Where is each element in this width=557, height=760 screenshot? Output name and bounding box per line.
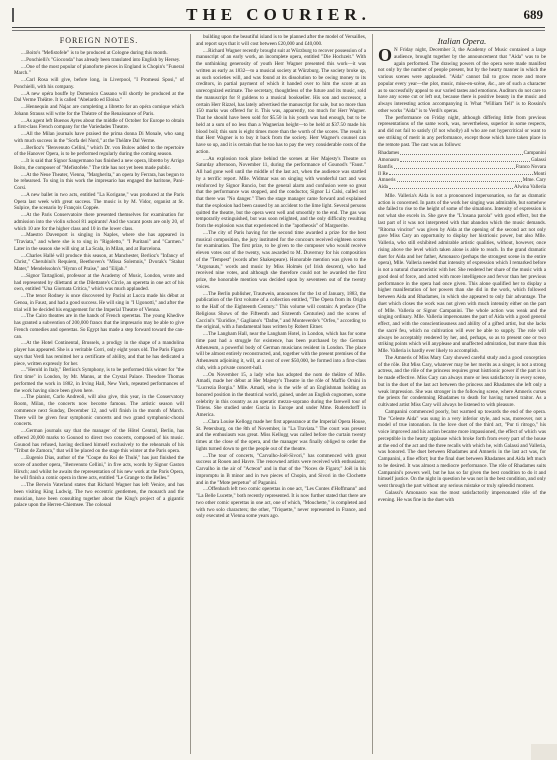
news-item: ....The tour of concerts, "Carvalho-Joël-Sivori," has commenced with great success at Rouen and Havre. The renowned artists were received with enthusiasm; Carvalho in the air of "Acteon" and in that of the "Noces de Figaro;" Joël in his impromptu in B minor and in two pieces of Chopin, and Sivori in the Clochette and in the "Mote perpetuo" of Paganini.: [196, 452, 366, 486]
cast-row: [378, 184, 546, 191]
cast-singer: Alwina Valleria: [513, 184, 546, 190]
review-paragraph: Mlle. Valleria's Aida is not a pronounced impersonation, so far as dramatic action is concerned. In parts of the work her singing was admirable, but somehow she failed to rise to the height of some of the situations. Intensity of expression is not what she excels in. She gave the "L'insana parola" with good effect, but the last part of it was not interpreted with that abandon which the music demands. "Ritorna vincitor" was given by Aida at the opening of the second act not only gave Miss Cary an opportunity to display her histrionic power, but also Mlle. Valleria, who still exhibited admirable artistic qualities, without, however, once rising above the level which taken alone is able to reach. In the grand dramatic duet for Aida and her father, Amonasro (perhaps the strongest scene in the entire opera), Mlle. Valleria needed that intensity of expression which I remarked before is not a natural characteristic with her. She rendered her share of the music with a good deal of force, and acted with more intelligence and fervor than her previous performance in the opera had once given. This alone qualified her to display a higher manifestation of her powers than she did in the work, which followed between Aida and Rhadames, in which she appeared to only fair advantage. The duet which closes the work was not given with much intensity either on the part of Mlle. Valleria or Signor Campanini. The whole action was weak and the singing ordinary. Mlle. Valleria impersonates the part of Aida with a good general effect, and with the conscientiousness and ability of a gifted artist, but she lacks the sacré feu, which no cultivation will ever be able to supply. The role will always be acceptably rendered by her, and, perhaps, so as to present one or two striking points which will anyplease and unaffected admiration, but more than this Mlle. Valleria is hardly ever likely to accomplish.: [378, 192, 546, 354]
news-item: ...."Herold in Italy," Berlioz's Symphony, is to be performed this winter for "the first time" in London, by Mr. Manns, at the Crystal Palace. Theodore Thomas performed the work in 1882, in Irving Hall, New York, repeated performances of the work having since been given here.: [14, 367, 184, 394]
cast-singer: Monti: [533, 170, 546, 177]
column-italian-opera: [378, 34, 546, 758]
newspaper-title: THE COURIER.: [186, 5, 371, 24]
section-heading-italian-opera: Italian Opera.: [437, 36, 487, 46]
leader-dots: [400, 150, 522, 155]
cast-role: Aida: [378, 184, 388, 190]
drop-cap: O: [378, 45, 393, 65]
news-item: ....The Berwin Vaterland states that Richard Wagner has left Venice, and has been visiting King Ludwig. The two eccentric gentlemen, the monarch and the musician, have been consulting together about the King's project of a gigantic palace upon the Herren-Chiemsee. The colossal: [14, 482, 184, 509]
news-item: ....Offenbach left two comic operettas in one act, "Les Contes d'Hoffmann" and "La Belle Lucette," both recently represented. It is now further stated that there are two other comic operettas in one act, one of which, "Mouchette," is completed and with two solo characters; the other, "Triquette," never represented in France, and only executed at Vienna some years ago.: [196, 486, 366, 520]
news-item: ....Carl Rosa will give, before long, in Liverpool, "I Promessi Sposi," of Ponchielli, with his company.: [14, 77, 184, 90]
leader-dots: [389, 171, 532, 176]
leader-dots: [389, 184, 513, 189]
news-item: ....At the Neue Theater, Vienna, "Margherita," an opera by Ferrara, has begun to be rehearsed. To sing in this work the impresario has engaged the baritone, Pani-Corsi.: [14, 171, 184, 191]
news-item: ....All the Milan journals have praised the prima donna Di Monale, who sang with much success in the "Sorfa del Nord," at the Théâtre Dal Verme.: [14, 131, 184, 144]
news-item: ....Berlioz's "Benvenuto Cellini," which Dr. von Bulow added to the repertoire of the Hanover Opera, is to be performed regularly during the coming season.: [14, 144, 184, 158]
cast-singer: Galassi: [531, 157, 546, 163]
news-item: ....Ponchielli's "Gioconda" has already been translated into English by Hersey.: [21, 56, 181, 63]
news-item: ....One of the most popular of pianoforte pieces in England is Chopin's "Funeral March.": [14, 63, 184, 77]
leader-dots: [400, 157, 530, 162]
news-item: ....The pianist, Carlo Andreoli, will also give, this year, in the Conservatory Room, Milan, the concerts now become famous. The artistic season will commence next Sunday, December 12, and will finish in the month of March. There will be given four symphonic concerts and two grand symphonic-choral concerts.: [14, 394, 184, 428]
news-item: ....Clara Louise Kellogg made her first appearance at the Imperial Opera House, St. Petersburg, on the 8th of November, in "La Traviata." The court was present and the enthusiasm was great. Miss Kellogg was called before the curtain twenty times at the close of the opera, and the manager was finally obliged to order the lights turned down to get the people out of the theatre.: [196, 418, 366, 452]
news-item: ....As agent left Buenos Ayres about the middle of October for Europe to obtain a first-class French company for the Variedades Theatre.: [14, 117, 184, 131]
news-item: ....At the Paris Conservatoire there presented themselves for examination for admission into the violin school 81 aspirants! And the vacant posts are only 20, of which 10 are for the higher class and 10 in the lower class.: [14, 212, 184, 232]
cast-role: Il Re: [378, 170, 389, 177]
cast-row: [378, 164, 546, 171]
news-item: ....German journals say that the manager of the Hôtel Central, Berlin, has offered 20,000 marks to Gounod to direct two concerts, composed of his music. Gounod has refused, having declined himself exclusively to the rehearsals of his "Tribut de Zamora," that will be placed on the stage this winter at the Paris opera.: [14, 428, 184, 455]
masthead-rule-thin: [12, 30, 545, 31]
leader-dots: [394, 164, 515, 169]
review-paragraph: Galassi's Amonasro was the most satisfactorily impersonated rôle of the evening. He was fine in the duet with: [378, 489, 546, 503]
section-heading-foreign-notes: FOREIGN NOTES.: [59, 36, 139, 45]
news-item: ....It is said that Signor Sangermano has finished a new opera, libretto by Arrigo Boito, the composer of "Mefistofele." The title has not yet been made public.: [14, 158, 184, 171]
intro-paragraph: N Friday night, December 3, the Academy of Music contained a large audience, brought together by the announcement that "Aida" was to be again performed. The drawing powers of the opera were made manifest not only by the number of people present, but by the hearty manner in which the various scenes were applauded. "Aida" cannot fail to grow more and more popular every year—the plot, music, mise-en-scène, &c., are of such a character as to successfully appeal to our varied tastes and emotions. Auditors do not care to have any scene cut or left out, because there is positive beauty in the music and always interesting action accompanying it. What "William Tell" is to Rossini's other works "Aida" is to Verdi's operas.: [378, 47, 546, 114]
column-divider: [190, 34, 191, 754]
foreign-notes-body: [14, 50, 184, 509]
column-divider: [372, 34, 373, 754]
news-item: ....The Langham Hall, near the Langham Hotel, in London, which has for some time past had a struggle for existence, has been purchased by the German Athenæum, a powerful body of German musicians resident in London. The place will be almost entirely reconstructed, and, together with the present premises of the Athenæum adjoining it, will, at a cost of over $50,000, be formed into a first-class club, with a private concert-hall.: [196, 331, 366, 371]
cast-role: Ramfis: [378, 163, 393, 170]
news-item: ....At the Hotel Continental, Brussels, a prodigy in the shape of a mandolina player has appeared. She is a veritable Corri, only eight years old. The Paris Figaro says that Verdi has remitted her a certificate of ability, and that he has dedicated a piece, written expressly for her.: [14, 340, 184, 367]
news-item: ....Hennequin and Najac are completing a libretto for an opéra comique which Johann Strauss will write for the Théatre of the Renaissance of Paris.: [14, 104, 184, 117]
cast-role: Amneris: [378, 177, 396, 184]
news-item: ....A new opéra bouffe by Domenico Cassano will shortly be produced at the Dal Verme Théâtre. It is called "Abelardo ed Eloisa.": [14, 90, 184, 104]
news-item: ....Boito's "Mefistofele" is to be produced at Cologne during this month.: [21, 50, 168, 56]
news-item: ....The Berlin publisher, Trautwein, announces for the 1st of January, 1883, the publication of the first volume of a collection entitled, "The Opera from its Origin to the Half of the Eighteenth Century." This volume will contain: A preface (The Religious Shows of the Fifteenth and Sixteenth Centuries) and the scores of Caccini's "Euridice," Gagliano's "Dafne," and Monteverde's "Orfeo," according to the original, with a fundamental bass written by Robert Eitner.: [196, 290, 366, 331]
cast-singer: Mme. Cary: [522, 177, 546, 184]
middle-column-body: [196, 34, 366, 520]
news-item: ....A new ballet in two acts, entitled "La Korigane," was produced at the Paris Opera last week with great success. The music is by M. Vidor, organist at St. Sulpice, the scenario by François Coppée.: [14, 191, 184, 212]
column-middle: [196, 34, 366, 758]
news-item: ....The city of Paris having for the second time awarded a prize for the best musical composition, the jury instituted for the concours received eighteen scores for examination. The first prize, to be given to the composer who would receive eleven votes out of the twenty, was awarded to M. Duvernoy for his composition of the "Tempest" (words after Shakespeare). Honorable mention was given to the "Argonauts," words and music by Miss Holmès (of Irish descent), who had received nine votes, and although she therefore could not be awarded the first prize, the honorable mention was decided upon by seventeen out of the twenty voices.: [196, 229, 366, 290]
cast-singer: Franco Novara: [515, 163, 546, 170]
article-intro: [378, 47, 546, 115]
review-paragraph: Campanini commenced poorly, but warmed up towards the end of the opera. The "Celeste Aida" was sung in a very inferior style, and was, moreover, not a model of true intonation. In the love duet of the third act, "Pur ti ritrogo," his voice improved and his action became more impassioned, the effect of which was perceptible in the hearty applause which broke forth from every part of the house at the end of the act and the three recalls with which he, with Galassi and Valleria, was honored. The duet between Rhadames and Amneris in the last act was, for Campanini, a fine effort; but the final duet between Rhadames and Aida left much to be desired. It was almost a mediocre performance. The rôle of Rhadames suits Campanini's powers well, but he has so far given the best condition to do it and himself justice. On the night in question he was not in the best condition, and only went through the part without any serious mistake or truly splendid moment.: [378, 408, 546, 489]
page-number: 689: [523, 7, 543, 22]
news-item: ....Charles Hallé will produce this season, at Manchester, Berlioz's "Infancy of Christ," Cherubini's Requiem, Beethoven's "Missa Solemnis," Dvorak's "Stabat Mater," Mendelssohn's "Hymn of Praise," and "Elijah.": [14, 252, 184, 272]
news-item: ....Eugenio Dias, author of the "Coupe du Roi de Thulé," has just finished the score of another opera, "Benvenuto Cellini," in five acts, words by Signor Gaston Hirsch; and whilst he awaits the representation of his new work at the Paris Opera, he will finish a comic opera in three acts, entitled "Le Grange to the Belles.": [14, 455, 184, 482]
cast-row: [378, 157, 546, 164]
cast-role: Rhadames: [378, 150, 400, 157]
cast-row: [378, 171, 546, 178]
news-item: ....Signor Tartaglioni, professor at the Academy of Music, London, wrote and had represented by dilettanti at the Dilettante's Circle, an operetta in one act of his own, entitled "Una Giornata Critica," which was much applauded.: [14, 272, 184, 293]
news-item: ....The Cairo theatres are in the hands of French operettas. The young Khedive has granted a subvention of 200,000 francs that the impresario may be able to give French comedies and operettas. So Egypt has made a step forward toward the can-can.: [14, 313, 184, 340]
news-item: ....Richard Wagner recently brought suit at Würzburg to recover possession of a manuscript of an early work, an incomplete opera, entitled "Die Hochzeit." With the unthinking generosity of youth Herr Wagner presented this work—it was written as early as 1832—to a musical society at Würzburg. The society broke up, as such societies will, and was found at its dissolution to be owing money to its creditors, in partial payment of which it handed over to him the score at an unrecognized estimate. The secretary, thoughtless of the future and its music, sold the manuscript for 8 guldens to a musical bookseller. His son and successor, a certain Herr Rizzel, has lately advertised the manuscript for sale, but no more than 150 marks was offered for it. This was, apparently, too much for Herr Wagner. That he should have been sold for $5.50 in his youth was bad enough, but to be held at a sum of no less than a Wagnerian height—to be held at $37.50 made his blood boil; this sum is eight times more than the worth of the scores. The result is that Herr Wagner is to buy it back from the society. Herr Wagner's counsel can have so up, and it is certain that he too has to pay the very considerable costs of the action.: [196, 47, 366, 155]
cast-row: [378, 177, 546, 184]
leader-dots: [397, 177, 522, 182]
cast-row: [378, 150, 546, 157]
section-rule: [69, 47, 129, 48]
cast-singer: Campanini: [523, 150, 546, 157]
column-foreign-notes: [14, 34, 184, 758]
masthead: [12, 2, 545, 28]
cast-role: Amonasro: [378, 157, 400, 163]
news-item: ....The tenor Rodney is once discovered by Pacini at Lucca made his début at Genoa, in Faust, and had a good success. He will sing in "I Ugonotti," and after the trial will be decided his engagement for the Imperial Theatre of Vienna.: [14, 293, 184, 313]
masthead-rule: [12, 27, 545, 28]
review-body: [378, 193, 546, 504]
news-item: ....On November 15, a lady who has adopted the nom de théâtre of Mlle. Amadi, made her début at Her Majesty's Theatre in the rôle of Maffio Orsini in "Lucrezia Borgia." Mlle. Amadi, who is the wife of an Englishman holding an honored position in the theatrical world, gained, under an English cognomen, some celebrity in this country as an operatic mezzo-soprano during the farewell tour of Titiens. She studied under Garcia in Europe and under Mme. Rudersdorff in America.: [196, 371, 366, 418]
page-corner-tear: [531, 744, 557, 760]
cast-list: [378, 150, 546, 191]
article-paragraph: The performance on Friday night, although differing little from previous representations of the same work, was, nevertheless, superior in some respects, and did not fail to satisfy (if not wholly) all who are not hypercritical or want to see striking of merit in any performance, except those which have taken place in the remote past. The cast was as follows:: [378, 114, 546, 148]
news-item: building upon the beautiful island is to be planned after the model of Versailles, and report says that it will cost between £20,000 and £40,000.: [196, 34, 366, 47]
news-item: ....Maestro Davenport is singing in Naples, where she has appeared in "Traviata," and where she is to sing in "Rigoletto," "I Puritani" and "Carmen." Later in the season she will sing at La Scala, in Milan, and at Barcelona.: [14, 232, 184, 252]
review-paragraph: The Amneris of Miss Mary Cary showed careful study and a good conception of the rôle. But Miss Cary, whatever may be her merits as a singer, is not a strong actress, and the rôle of the princess requires great histrionic power if the part is to be made effective. Miss Cary can always more or less satisfactory in every scene, but in the duet of the last act between the princess and Rhadames she left only a weak impression. She was stronger in the following scene, where Amneris curses the priests for condemning Rhadames to death for having turned traitor. As a cultivated artist Miss Cary will always be listened to with pleasure.: [378, 354, 546, 408]
news-item: ....An explosion took place behind the scenes at Her Majesty's Theatre on Saturday afternoon, November 11, during the performance of Gounod's "Faust." All had gone well until the middle of the last act, when the audience was startled by a terrific report. Mlle. Widmar was on singing with wonderful tact and was reinforced by Signor Runcio, but the general alarm and confusion were so great that the performance was stopped, and the conductor, Signor Li Calsi, called out that there was "No danger." Then the stage manager came forward and explained that the explosion had been caused by an accident to the lime light. Several persons quitted the theatre, but the opera went well and smoothly to the end. The gas was temporarily extinguished, but was soon relighted, and the only difficulty resulting from the explosion was that experienced in the "apotheosis" of Marguerite.: [196, 155, 366, 229]
